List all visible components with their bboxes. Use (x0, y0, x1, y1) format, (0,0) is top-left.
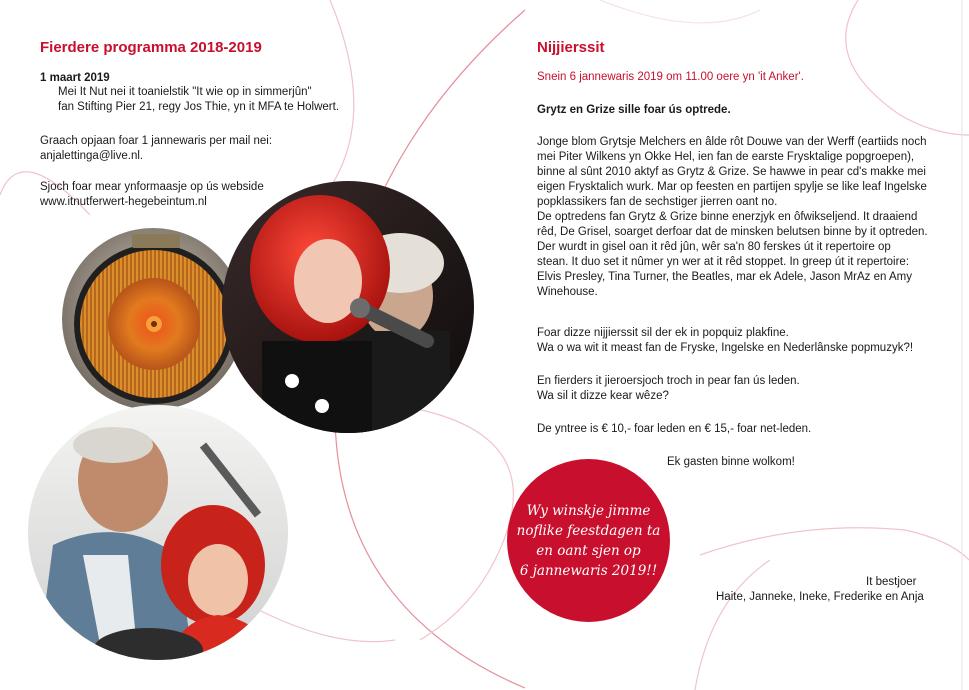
welcome-line: Ek gasten binne wolkom! (667, 456, 795, 468)
grisel-wheel-photo (62, 228, 244, 410)
signoff-board: It bestjoer (866, 576, 917, 588)
body-line: rêd, De Grisel, soarget derfoar dat de minsken belutsen binne by it optreden. (537, 226, 928, 238)
body-line: Jonge blom Grytsje Melchers en âlde rôt Douwe van der Werff (eartiids noch (537, 136, 927, 148)
website-url: www.itnutferwert-hegebeintum.nl (40, 196, 207, 208)
website-line: Sjoch foar mear ynformaasje op ús webside (40, 181, 264, 193)
greeting-line: Wy winskje jimme (526, 502, 651, 519)
greeting-line: 6 jannewaris 2019!! (519, 562, 658, 579)
body-line: mei Piter Wilkens yn Okke Hel, ien fan de earste Frysktalige popgroepen), (537, 151, 915, 163)
event-line: fan Stifting Pier 21, regy Jos Thie, yn it MFA te Holwert. (58, 101, 340, 113)
event-date: 1 maart 2019 (40, 72, 110, 84)
body-line: Winehouse. (537, 286, 598, 298)
body-line: Der wurdt in gisel oan it rêd jûn, wêr sa'n 80 ferskes út it repertoire op (537, 241, 891, 253)
season-greeting-circle (507, 459, 670, 622)
body-line: De optredens fan Grytz & Grize binne enerzjyk en ôfwikseljend. It draaiend (537, 211, 918, 223)
entry-price: De yntree is € 10,- foar leden en € 15,- foar net-leden. (537, 423, 812, 435)
members-line: Wa sil it dizze kear wêze? (537, 390, 669, 402)
body-line: stean. It duo set it nûmer yn wer at it rêd stoppet. In greep út it repertoire: (537, 256, 910, 268)
greeting-line: noflike feestdagen ta (516, 522, 661, 539)
duo-guitar-photo (28, 405, 288, 660)
body-line: eigen Frysktalich wurk. Mar op feesten en partijen spylje se like leaf Ingelske (537, 181, 927, 193)
singers-microphone-photo (222, 181, 474, 433)
body-line: Elvis Presley, Tina Turner, the Beatles, mar ek Adele, Jason MrAz en Amy (537, 271, 912, 283)
event-date-line: Snein 6 jannewaris 2019 om 11.00 oere yn 'it Anker'. (537, 71, 804, 83)
quiz-line: Foar dizze nijjierssit sil der ek in popquiz plakfine. (537, 327, 789, 339)
signup-email: anjalettinga@live.nl. (40, 150, 144, 162)
body-line: binne al sûnt 2010 aktyf as Grytz & Grize. Se hawwe in pear cd's makke mei (537, 166, 926, 178)
program-title: Fierdere programma 2018-2019 (40, 39, 262, 56)
event-line: Mei It Nut nei it toanielstik "It wie op in simmerjûn" (58, 86, 312, 98)
members-line: En fierders it jieroersjoch troch in pear fan ús leden. (537, 375, 800, 387)
quiz-line: Wa o wa wit it meast fan de Fryske, Ingelske en Nederlânske popmuzyk?! (537, 342, 914, 354)
nijjierssit-title: Nijjierssit (537, 39, 605, 56)
performers-subtitle: Grytz en Grize sille foar ús optrede. (537, 104, 731, 116)
body-line: popklassikers fan de sechstiger jierren oant no. (537, 196, 778, 208)
greeting-line: en oant sjen op (536, 542, 641, 559)
signup-line: Graach opjaan foar 1 jannewaris per mail nei: (40, 135, 273, 147)
signoff-names: Haite, Janneke, Ineke, Frederike en Anja (716, 591, 924, 603)
